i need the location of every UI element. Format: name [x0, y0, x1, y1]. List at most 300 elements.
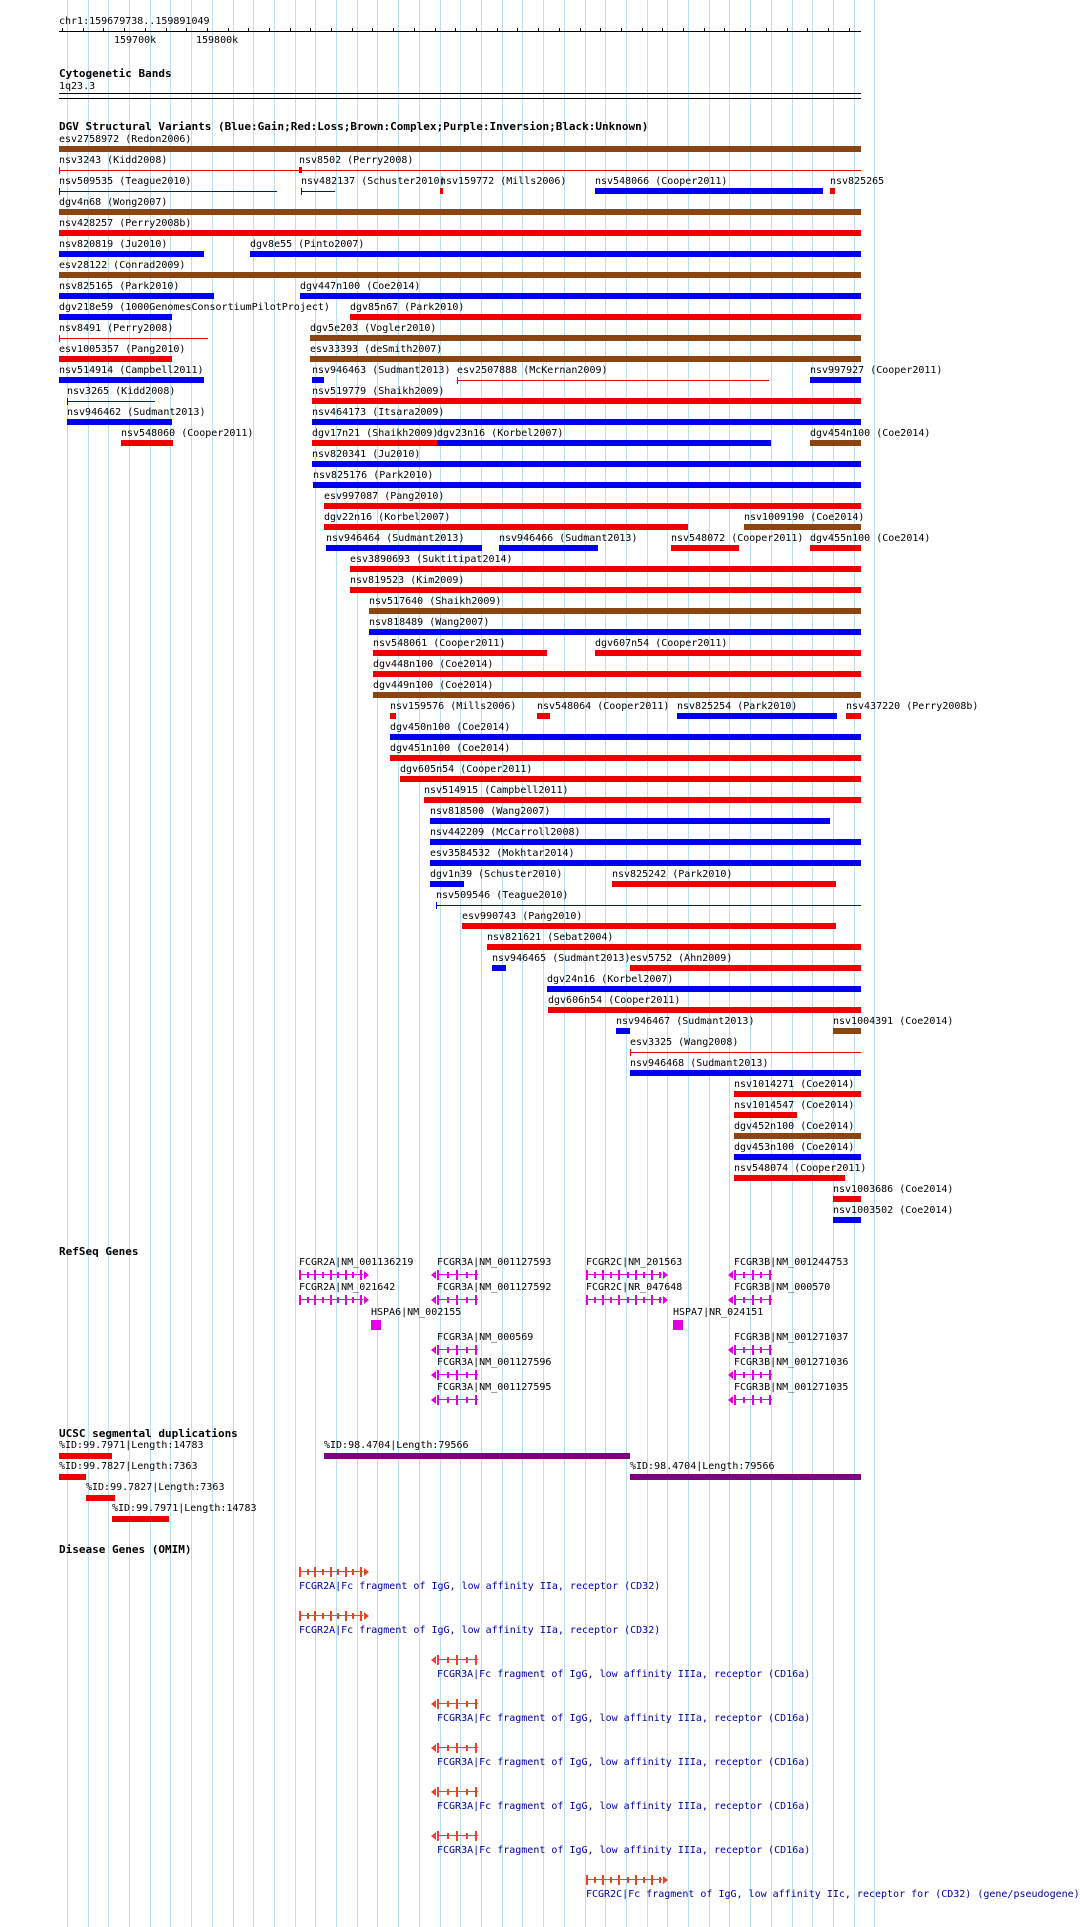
dgv-feature-bar[interactable]: [312, 440, 437, 446]
dgv-feature-bar[interactable]: [492, 965, 506, 971]
dgv-feature-label: nsv548060 (Cooper2011): [121, 428, 254, 439]
gene-exon: [743, 1297, 745, 1303]
cyto-track-title[interactable]: Cytogenetic Bands: [59, 67, 172, 80]
dgv-feature-label: dgv218e59 (1000GenomesConsortiumPilotProject): [59, 302, 330, 313]
dgv-feature-bar[interactable]: [59, 170, 861, 171]
refseq-gene-label: FCGR2A|NM_021642: [299, 1282, 396, 1293]
refseq-gene-glyph[interactable]: [734, 1345, 772, 1355]
ruler-tick: [352, 28, 353, 32]
ruler-tick: [372, 28, 373, 32]
gene-exon: [314, 1270, 316, 1280]
dgv-feature-bar[interactable]: [734, 1133, 861, 1139]
gene-arrow: [431, 1744, 436, 1752]
omim-gene-glyph[interactable]: [437, 1699, 478, 1709]
ruler-tick-label-159800k: 159800k: [196, 35, 239, 46]
gene-exon: [466, 1657, 468, 1663]
dgv-feature-label: nsv519779 (Shaikh2009): [312, 386, 445, 397]
dgv-feature-bar[interactable]: [59, 293, 214, 299]
dgv-feature-bar[interactable]: [830, 188, 835, 194]
gene-exon: [299, 1611, 301, 1621]
dgv-feature-label: nsv946465 (Sudmant2013): [492, 953, 631, 964]
dgv-feature-bar-cap: [457, 377, 458, 384]
gene-exon: [447, 1397, 449, 1403]
refseq-gene-glyph[interactable]: [586, 1270, 662, 1280]
dgv-feature-bar[interactable]: [616, 1028, 630, 1034]
dgv-feature-label: nsv819523 (Kim2009): [350, 575, 465, 586]
gene-exon: [437, 1370, 439, 1380]
dgv-feature-bar[interactable]: [59, 146, 861, 152]
dgv-feature-bar[interactable]: [299, 167, 302, 173]
gene-exon: [456, 1370, 458, 1380]
ruler-tick: [269, 28, 270, 32]
ruler-tick: [787, 28, 788, 32]
gene-exon: [643, 1877, 645, 1883]
omim-gene-glyph[interactable]: [437, 1831, 478, 1841]
dgv-feature-label: nsv159576 (Mills2006): [390, 701, 517, 712]
dgv-feature-label: esv28122 (Conrad2009): [59, 260, 186, 271]
gene-exon: [594, 1877, 596, 1883]
gene-exon: [475, 1831, 477, 1841]
gene-exon: [475, 1295, 477, 1305]
dgv-feature-bar[interactable]: [312, 377, 324, 383]
dgv-feature-label: nsv1004391 (Coe2014): [833, 1016, 954, 1027]
dgv-feature-bar-cap: [59, 167, 60, 174]
gene-arrow: [431, 1296, 436, 1304]
dgv-feature-bar[interactable]: [595, 650, 861, 656]
ruler-tick: [145, 28, 146, 32]
gene-exon: [635, 1270, 637, 1280]
gene-exon: [643, 1272, 645, 1278]
dgv-feature-bar[interactable]: [350, 587, 861, 593]
gene-exon: [643, 1297, 645, 1303]
gene-exon: [752, 1370, 754, 1380]
gene-exon: [475, 1655, 477, 1665]
dgv-feature-bar[interactable]: [326, 545, 482, 551]
dgv-feature-bar[interactable]: [310, 356, 861, 362]
gene-exon: [307, 1613, 309, 1619]
dgv-feature-label: nsv825176 (Park2010): [313, 470, 434, 481]
gene-exon: [330, 1567, 332, 1577]
refseq-gene-glyph[interactable]: [734, 1295, 772, 1305]
ruler-tick: [559, 28, 560, 32]
ruler-tick: [828, 28, 829, 32]
grid-line: [854, 0, 855, 1927]
gene-exon: [447, 1789, 449, 1795]
ruler-tick: [124, 28, 125, 32]
dgv-feature-bar[interactable]: [430, 839, 861, 845]
gene-exon: [337, 1569, 339, 1575]
gene-exon: [456, 1831, 458, 1841]
gene-exon: [352, 1272, 354, 1278]
dgv-feature-bar[interactable]: [833, 1217, 861, 1223]
dgv-feature-bar[interactable]: [437, 440, 771, 446]
dgv-feature-bar[interactable]: [462, 923, 836, 929]
gene-arrow: [364, 1296, 369, 1304]
gene-exon: [437, 1699, 439, 1709]
grid-line: [874, 0, 875, 1927]
dgv-feature-bar[interactable]: [300, 293, 861, 299]
dgv-feature-bar[interactable]: [430, 818, 830, 824]
refseq-track-title[interactable]: RefSeq Genes: [59, 1245, 139, 1258]
dgv-feature-label: nsv1014547 (Coe2014): [734, 1100, 855, 1111]
dgv-feature-bar[interactable]: [59, 230, 861, 236]
refseq-gene-glyph[interactable]: [299, 1295, 363, 1305]
gene-exon: [752, 1395, 754, 1405]
ruler-tick-label-159700k: 159700k: [114, 35, 157, 46]
gene-exon: [314, 1295, 316, 1305]
gene-exon: [618, 1270, 620, 1280]
dgv-feature-bar[interactable]: [833, 1196, 861, 1202]
refseq-gene-glyph[interactable]: [734, 1395, 772, 1405]
dgv-feature-label: nsv1014271 (Coe2014): [734, 1079, 855, 1090]
dgv-feature-bar[interactable]: [373, 650, 547, 656]
refseq-gene-glyph[interactable]: [734, 1270, 772, 1280]
gene-exon: [456, 1395, 458, 1405]
omim-gene-glyph[interactable]: [437, 1743, 478, 1753]
gene-exon: [447, 1745, 449, 1751]
dgv-feature-bar[interactable]: [430, 860, 861, 866]
gene-exon: [743, 1347, 745, 1353]
dgv-feature-bar[interactable]: [310, 335, 861, 341]
dgv-feature-bar[interactable]: [548, 1007, 861, 1013]
dgv-feature-label: dgv451n100 (Coe2014): [390, 743, 511, 754]
cyto-band-label: 1q23.3: [59, 81, 96, 92]
grid-line: [833, 0, 834, 1927]
dgv-feature-label: nsv821621 (Sebat2004): [487, 932, 614, 943]
dgv-feature-label: nsv818500 (Wang2007): [430, 806, 551, 817]
refseq-gene-glyph[interactable]: [437, 1395, 478, 1405]
dgv-feature-label: nsv1009190 (Coe2014): [744, 512, 865, 523]
dgv-feature-label: esv2758972 (Redon2006): [59, 134, 192, 145]
dgv-feature-bar[interactable]: [301, 191, 335, 192]
gene-exon: [352, 1569, 354, 1575]
gene-exon: [307, 1569, 309, 1575]
gene-exon: [627, 1272, 629, 1278]
dgv-feature-bar[interactable]: [59, 272, 861, 278]
gene-exon: [447, 1347, 449, 1353]
refseq-gene-label: FCGR3B|NM_001271036: [734, 1357, 849, 1368]
dgv-feature-bar[interactable]: [744, 524, 861, 530]
segdup-label: %ID:99.7971|Length:14783: [59, 1440, 204, 1451]
dgv-feature-label: nsv548074 (Cooper2011): [734, 1163, 867, 1174]
gene-exon: [475, 1370, 477, 1380]
dgv-feature-bar[interactable]: [250, 251, 861, 257]
dgv-feature-bar[interactable]: [537, 713, 550, 719]
dgv-feature-label: nsv442209 (McCarroll2008): [430, 827, 581, 838]
gene-exon: [437, 1743, 439, 1753]
dgv-feature-bar[interactable]: [59, 191, 277, 192]
gene-exon: [345, 1295, 347, 1305]
ruler-tick: [310, 28, 311, 32]
dgv-feature-label: dgv85n67 (Park2010): [350, 302, 465, 313]
dgv-feature-label: dgv450n100 (Coe2014): [390, 722, 511, 733]
refseq-gene-glyph[interactable]: [586, 1295, 662, 1305]
dgv-feature-bar[interactable]: [734, 1091, 861, 1097]
gene-exon: [307, 1297, 309, 1303]
gene-arrow: [431, 1832, 436, 1840]
ruler-tick: [228, 28, 229, 32]
dgv-feature-bar[interactable]: [373, 692, 861, 698]
gene-exon: [337, 1297, 339, 1303]
dgv-feature-label: dgv24n16 (Korbel2007): [547, 974, 674, 985]
gene-exon: [760, 1347, 762, 1353]
ruler-tick: [103, 28, 104, 32]
dgv-feature-bar[interactable]: [547, 986, 861, 992]
refseq-gene-glyph[interactable]: [371, 1320, 381, 1330]
dgv-feature-label: esv3325 (Wang2008): [630, 1037, 739, 1048]
ruler-tick: [207, 28, 208, 32]
dgv-feature-label: nsv517640 (Shaikh2009): [369, 596, 502, 607]
dgv-feature-label: esv33393 (deSmith2007): [310, 344, 443, 355]
dgv-feature-bar[interactable]: [390, 755, 861, 761]
gene-exon: [314, 1611, 316, 1621]
segdup-bar[interactable]: [86, 1495, 115, 1501]
gene-exon: [456, 1787, 458, 1797]
gene-arrow: [364, 1612, 369, 1620]
omim-gene-glyph[interactable]: [299, 1567, 363, 1577]
dgv-feature-bar[interactable]: [630, 1052, 861, 1053]
ruler-tick: [683, 28, 684, 32]
dgv-feature-bar[interactable]: [430, 881, 464, 887]
ruler-tick: [435, 28, 436, 32]
segdup-bar[interactable]: [59, 1474, 86, 1480]
ruler-tick: [393, 28, 394, 32]
omim-gene-glyph[interactable]: [437, 1655, 478, 1665]
gene-exon: [743, 1397, 745, 1403]
dgv-feature-bar[interactable]: [390, 734, 861, 740]
dgv-feature-bar[interactable]: [630, 1070, 861, 1076]
dgv-feature-label: dgv5e203 (Vogler2010): [310, 323, 437, 334]
dgv-feature-bar[interactable]: [734, 1112, 797, 1118]
refseq-gene-glyph[interactable]: [437, 1270, 478, 1280]
dgv-feature-bar[interactable]: [846, 713, 861, 719]
gene-arrow: [431, 1396, 436, 1404]
dgv-feature-bar[interactable]: [390, 713, 396, 719]
dgv-feature-label: esv997087 (Pang2010): [324, 491, 445, 502]
segdup-track-title[interactable]: UCSC segmental duplications: [59, 1427, 238, 1440]
gene-exon: [437, 1270, 439, 1280]
dgv-feature-bar[interactable]: [734, 1154, 861, 1160]
dgv-feature-label: nsv514915 (Campbell2011): [424, 785, 569, 796]
dgv-feature-label: nsv548064 (Cooper2011): [537, 701, 670, 712]
gene-exon: [586, 1295, 588, 1305]
dgv-feature-bar[interactable]: [373, 671, 861, 677]
dgv-feature-bar[interactable]: [59, 377, 204, 383]
gene-exon: [769, 1345, 771, 1355]
gene-arrow: [663, 1296, 668, 1304]
ruler-tick: [704, 28, 705, 32]
dgv-feature-bar[interactable]: [350, 566, 861, 572]
gene-exon: [299, 1295, 301, 1305]
dgv-feature-bar[interactable]: [810, 545, 861, 551]
dgv-feature-bar[interactable]: [595, 188, 823, 194]
gene-exon: [743, 1272, 745, 1278]
gene-exon: [437, 1395, 439, 1405]
refseq-gene-label: FCGR3A|NM_001127595: [437, 1382, 552, 1393]
ruler-tick: [248, 28, 249, 32]
refseq-gene-label: FCGR3A|NM_001127593: [437, 1257, 552, 1268]
gene-exon: [627, 1297, 629, 1303]
gene-exon: [466, 1272, 468, 1278]
dgv-feature-label: nsv548072 (Cooper2011): [671, 533, 804, 544]
ruler-tick: [849, 28, 850, 32]
ruler-tick: [476, 28, 477, 32]
dgv-feature-label: esv3890693 (Suktitipat2014): [350, 554, 513, 565]
gene-exon: [447, 1657, 449, 1663]
segdup-bar[interactable]: [112, 1516, 169, 1522]
gene-exon: [734, 1295, 736, 1305]
refseq-gene-label: FCGR3A|NM_001127592: [437, 1282, 552, 1293]
gene-exon: [456, 1743, 458, 1753]
ruler-tick: [600, 28, 601, 32]
refseq-gene-glyph[interactable]: [673, 1320, 683, 1330]
dgv-feature-bar[interactable]: [59, 356, 172, 362]
gene-exon: [594, 1272, 596, 1278]
dgv-feature-label: nsv509546 (Teague2010): [436, 890, 569, 901]
gene-exon: [466, 1347, 468, 1353]
omim-track-title[interactable]: Disease Genes (OMIM): [59, 1543, 192, 1556]
refseq-gene-glyph[interactable]: [734, 1370, 772, 1380]
gene-exon: [602, 1295, 604, 1305]
gene-exon: [475, 1270, 477, 1280]
gene-exon: [635, 1295, 637, 1305]
omim-gene-glyph[interactable]: [586, 1875, 662, 1885]
dgv-feature-bar[interactable]: [350, 314, 861, 320]
dgv-feature-bar[interactable]: [67, 419, 172, 425]
gene-exon: [651, 1875, 653, 1885]
gene-exon: [760, 1297, 762, 1303]
grid-line: [295, 0, 296, 1927]
dgv-feature-label: nsv825242 (Park2010): [612, 869, 733, 880]
refseq-gene-glyph[interactable]: [437, 1370, 478, 1380]
dgv-feature-bar-cap: [67, 398, 68, 405]
ruler-tick: [766, 28, 767, 32]
dgv-feature-bar[interactable]: [59, 314, 172, 320]
gene-exon: [466, 1372, 468, 1378]
dgv-feature-bar-cap: [59, 335, 60, 342]
dgv-feature-bar[interactable]: [487, 944, 861, 950]
dgv-feature-bar[interactable]: [457, 380, 769, 381]
dgv-feature-bar[interactable]: [734, 1175, 845, 1181]
gene-exon: [360, 1295, 362, 1305]
dgv-feature-bar[interactable]: [312, 461, 861, 467]
dgv-feature-bar[interactable]: [612, 881, 836, 887]
gene-exon: [322, 1297, 324, 1303]
dgv-feature-bar[interactable]: [833, 1028, 861, 1034]
gene-exon: [602, 1270, 604, 1280]
gene-exon: [475, 1395, 477, 1405]
dgv-feature-bar[interactable]: [312, 419, 861, 425]
dgv-feature-bar[interactable]: [400, 776, 861, 782]
dgv-feature-bar[interactable]: [67, 401, 155, 402]
gene-exon: [456, 1655, 458, 1665]
dgv-feature-bar[interactable]: [369, 608, 861, 614]
dgv-track-title[interactable]: DGV Structural Variants (Blue:Gain;Red:Loss;Brown:Complex;Purple:Inversion;Black:Unknown): [59, 120, 649, 133]
dgv-feature-label: nsv820819 (Ju2010): [59, 239, 168, 250]
ruler-axis: [59, 31, 861, 32]
dgv-feature-bar[interactable]: [313, 482, 861, 488]
gene-exon: [345, 1611, 347, 1621]
dgv-feature-label: dgv4n68 (Wong2007): [59, 197, 168, 208]
gene-exon: [586, 1270, 588, 1280]
dgv-feature-label: nsv946463 (Sudmant2013): [312, 365, 451, 376]
omim-gene-label: FCGR3A|Fc fragment of IgG, low affinity IIIa, receptor (CD16a): [437, 1757, 811, 1768]
cyto-band-line-top: [59, 93, 861, 94]
gene-exon: [447, 1833, 449, 1839]
dgv-feature-bar[interactable]: [59, 251, 204, 257]
grid-line: [792, 0, 793, 1927]
gene-exon: [760, 1397, 762, 1403]
dgv-feature-bar[interactable]: [499, 545, 598, 551]
segdup-bar[interactable]: [59, 1453, 112, 1459]
gene-exon: [610, 1272, 612, 1278]
omim-gene-glyph[interactable]: [437, 1787, 478, 1797]
gene-exon: [437, 1831, 439, 1841]
gene-exon: [466, 1397, 468, 1403]
gene-exon: [456, 1699, 458, 1709]
gene-arrow: [728, 1371, 733, 1379]
gene-exon: [447, 1701, 449, 1707]
gene-arrow: [364, 1271, 369, 1279]
refseq-gene-glyph[interactable]: [299, 1270, 363, 1280]
refseq-gene-label: FCGR2A|NM_001136219: [299, 1257, 414, 1268]
gene-arrow: [431, 1346, 436, 1354]
dgv-feature-bar[interactable]: [810, 440, 861, 446]
refseq-gene-glyph[interactable]: [437, 1345, 478, 1355]
refseq-gene-label: FCGR3B|NM_001244753: [734, 1257, 849, 1268]
dgv-feature-bar[interactable]: [324, 524, 688, 530]
ruler-tick: [807, 28, 808, 32]
gene-exon: [769, 1370, 771, 1380]
gene-exon: [651, 1295, 653, 1305]
gene-exon: [322, 1613, 324, 1619]
dgv-feature-bar[interactable]: [810, 377, 861, 383]
gene-exon: [437, 1655, 439, 1665]
refseq-gene-glyph[interactable]: [437, 1295, 478, 1305]
dgv-feature-bar[interactable]: [59, 209, 861, 215]
gene-exon: [447, 1272, 449, 1278]
segdup-bar[interactable]: [324, 1453, 630, 1459]
dgv-feature-bar[interactable]: [671, 545, 739, 551]
dgv-feature-bar[interactable]: [677, 713, 837, 719]
dgv-feature-label: nsv437220 (Perry2008b): [846, 701, 979, 712]
dgv-feature-bar-cap: [436, 902, 437, 909]
gene-exon: [610, 1877, 612, 1883]
gene-exon: [651, 1270, 653, 1280]
dgv-feature-bar[interactable]: [424, 797, 861, 803]
dgv-feature-label: dgv453n100 (Coe2014): [734, 1142, 855, 1153]
dgv-feature-bar[interactable]: [59, 338, 208, 339]
dgv-feature-bar[interactable]: [121, 440, 173, 446]
dgv-feature-bar[interactable]: [369, 629, 861, 635]
gene-exon: [594, 1297, 596, 1303]
dgv-feature-label: dgv447n100 (Coe2014): [300, 281, 421, 292]
dgv-feature-label: dgv454n100 (Coe2014): [810, 428, 931, 439]
dgv-feature-bar[interactable]: [312, 398, 861, 404]
dgv-feature-bar[interactable]: [324, 503, 861, 509]
dgv-feature-label: esv2507888 (McKernan2009): [457, 365, 608, 376]
gene-exon: [337, 1613, 339, 1619]
gene-exon: [299, 1270, 301, 1280]
dgv-feature-bar[interactable]: [440, 188, 443, 194]
dgv-feature-bar[interactable]: [436, 905, 861, 906]
dgv-feature-label: nsv514914 (Campbell2011): [59, 365, 204, 376]
segdup-bar[interactable]: [630, 1474, 861, 1480]
gene-arrow: [431, 1371, 436, 1379]
dgv-feature-bar[interactable]: [630, 965, 861, 971]
omim-gene-glyph[interactable]: [299, 1611, 363, 1621]
refseq-gene-label: FCGR3B|NM_001271037: [734, 1332, 849, 1343]
